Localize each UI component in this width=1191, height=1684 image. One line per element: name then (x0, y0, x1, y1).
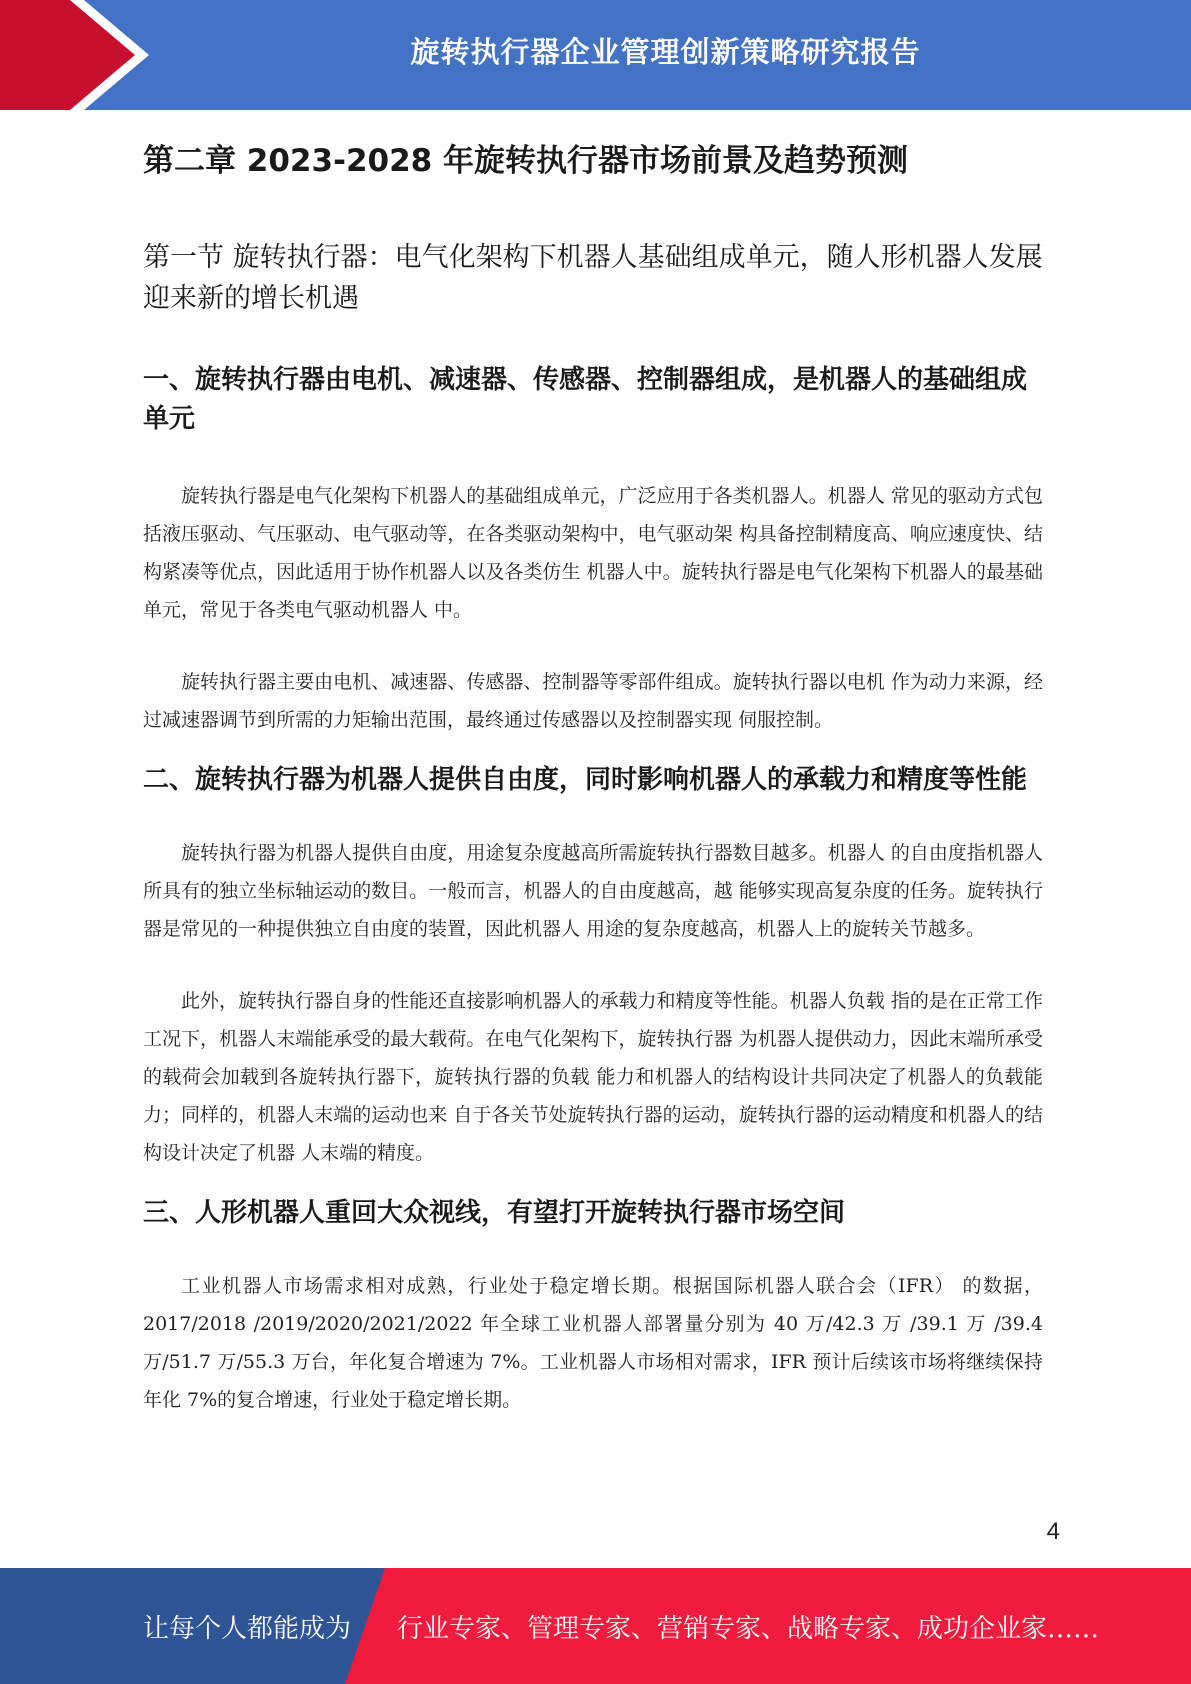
section-title: 第一节 旋转执行器：电气化架构下机器人基础组成单元，随人形机器人发展迎来新的增长机遇 (143, 242, 1043, 314)
footer-slogan-left: 让每个人都能成为 (143, 1613, 352, 1644)
paragraph: 旋转执行器主要由电机、减速器、传感器、控制器等零部件组成。旋转执行器以电机 作为动力来源，经过减速器调节到所需的力矩输出范围，最终通过传感器以及控制器实现 伺服控制。 (143, 671, 1043, 732)
subsection-3 (143, 1194, 1043, 1419)
paragraph: 此外，旋转执行器自身的性能还直接影响机器人的承载力和精度等性能。机器人负载 指的是在正常工作工况下，机器人末端能承受的最大载荷。在电气化架构下，旋转执行器 为机器人提供动力，因此末端所承受的载荷会加载到各旋转执行器下，旋转执行器的负载 能力和机器人的结构设计共同决定了机器人的负载能力；同样的，机器人末端的运动也来 自于各关节处旋转执行器的运动，旋转执行器的运动精度和机器人的结构设计决定了机器 人末端的精度。 (143, 990, 1043, 1165)
paragraph: 旋转执行器为机器人提供自由度，用途复杂度越高所需旋转执行器数目越多。机器人 的自由度指机器人所具有的独立坐标轴运动的数目。一般而言，机器人的自由度越高，越 能够实现高复杂度的任务。旋转执行器是常见的一种提供独立自由度的装置，因此机器人 用途的复杂度越高，机器人上的旋转关节越多。 (143, 842, 1043, 941)
page-number: 4 (1046, 1518, 1060, 1545)
header-title: 旋转执行器企业管理创新策略研究报告 (410, 34, 921, 69)
subsection-title: 三、人形机器人重回大众视线，有望打开旋转执行器市场空间 (143, 1198, 846, 1229)
chapter-title: 第二章 2023-2028 年旋转执行器市场前景及趋势预测 (143, 143, 909, 179)
paragraph: 旋转执行器是电气化架构下机器人的基础组成单元，广泛应用于各类机器人。机器人 常见的驱动方式包括液压驱动、气压驱动、电气驱动等，在各类驱动架构中，电气驱动架 构具备控制精度高、响应速度快、结构紧凑等优点，因此适用于协作机器人以及各类仿生 机器人中。旋转执行器是电气化架构下机器人的最基础单元，常见于各类电气驱动机器人 中。 (143, 485, 1043, 622)
footer-slogan-right: 行业专家、管理专家、营销专家、战略专家、成功企业家…… (397, 1613, 1100, 1644)
page-footer (0, 1568, 1191, 1684)
subsection-title: 二、旋转执行器为机器人提供自由度，同时影响机器人的承载力和精度等性能 (143, 765, 1028, 796)
page-header (0, 0, 1191, 110)
subsection-1 (143, 361, 1043, 739)
document-body (143, 128, 1043, 1419)
paragraph: 工业机器人市场需求相对成熟，行业处于稳定增长期。根据国际机器人联合会（IFR） 的数据，2017/2018 /2019/2020/2021/2022 年全球工业机器人部署量分别为 40 万/42.3 万 /39.1 万 /39.4 万/51.7 万/55.3 万台，年化复合增速为 7%。工业机器人市场相对需求，IFR 预计后续该市场将继续保持年化 7%的复合增速，行业处于稳定增长期。 (143, 1275, 1043, 1412)
subsection-2 (143, 761, 1043, 1172)
subsection-title: 一、旋转执行器由电机、减速器、传感器、控制器组成，是机器人的基础组成 单元 (143, 365, 1028, 435)
